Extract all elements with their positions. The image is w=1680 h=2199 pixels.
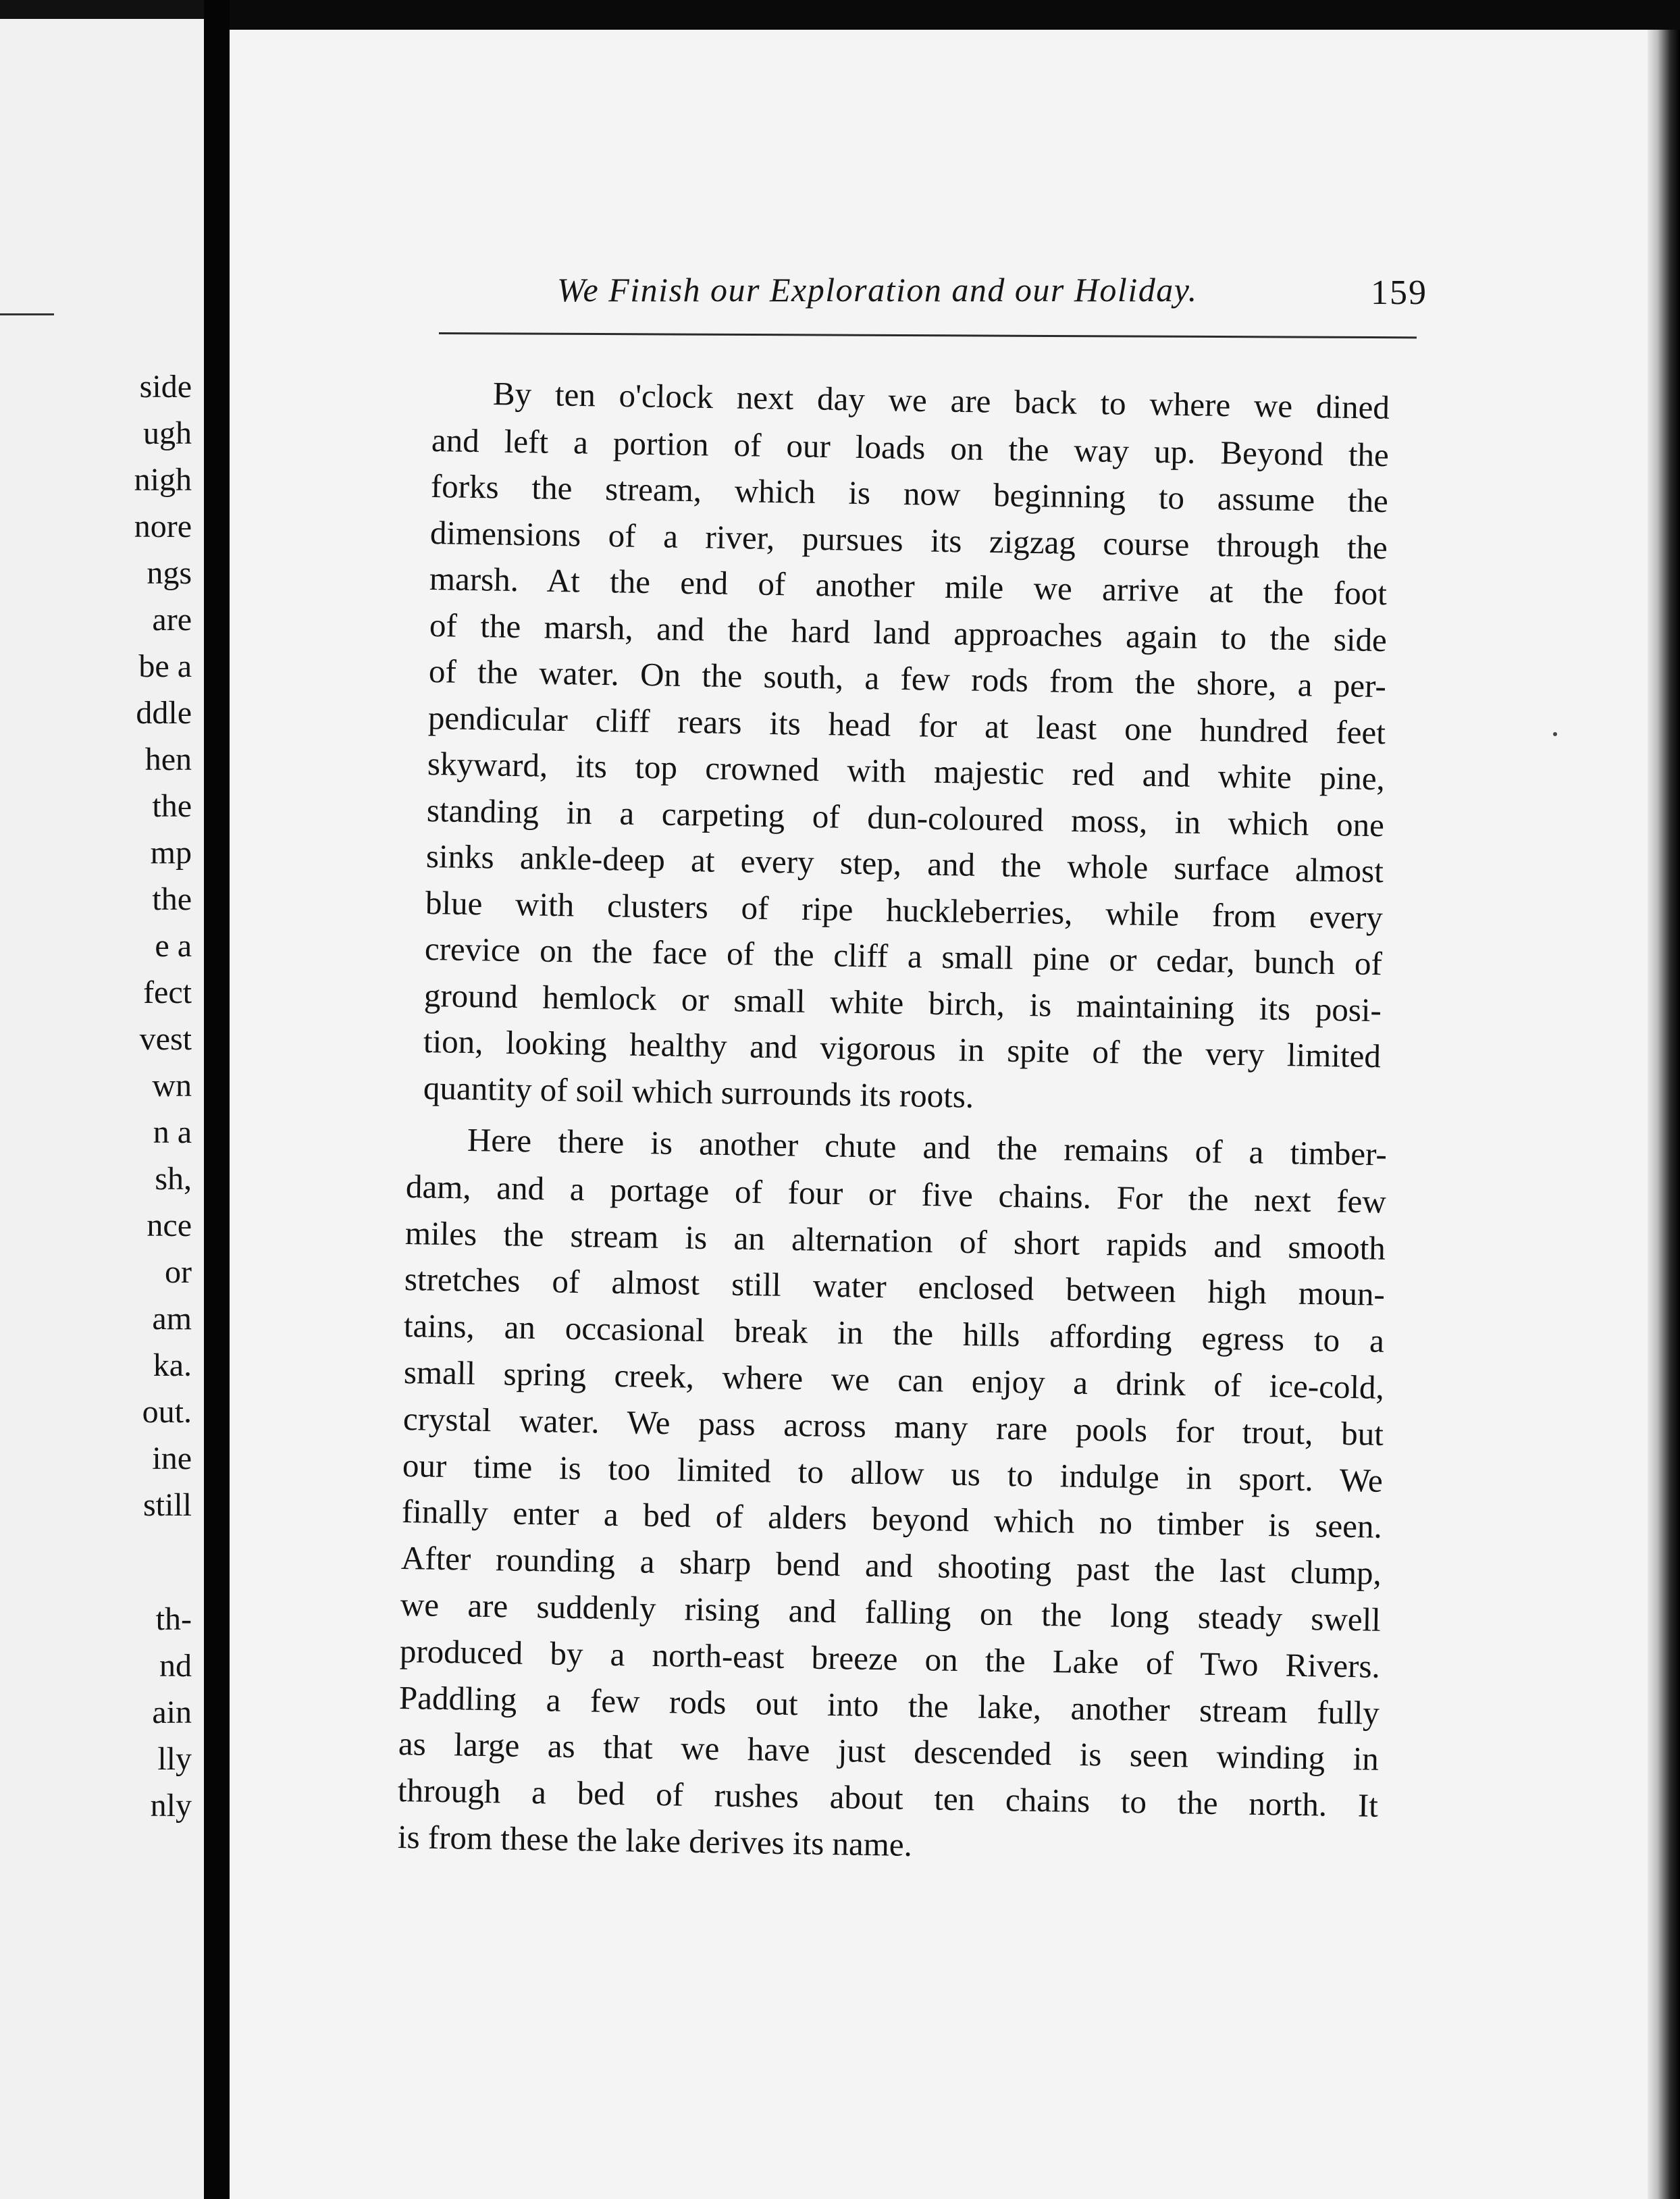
body-line: pendicular cliff rears its head for at least one hundred feet <box>427 698 1386 751</box>
previous-page-line-fragment: am <box>152 1301 192 1337</box>
previous-page-line-fragment: the <box>152 881 192 917</box>
body-line: produced by a north-east breeze on the Lake of Two Rivers. <box>399 1632 1381 1685</box>
body-line: dimensions of a river, pursues its zigzag course through the <box>429 513 1388 566</box>
previous-page-line-fragment: nigh <box>134 462 192 498</box>
previous-page-line-endings <box>134 363 192 1829</box>
previous-page-fragment <box>0 19 204 2199</box>
previous-page-line-fragment: sh, <box>155 1161 192 1197</box>
previous-page-line-fragment: still <box>142 1487 192 1523</box>
previous-page-line-fragment: ine <box>152 1441 192 1476</box>
body-line: quantity of soil which surrounds its roots. <box>423 1068 974 1115</box>
book-page-159 <box>230 30 1661 2199</box>
previous-page-line-fragment: be a <box>138 648 192 684</box>
previous-page-line-fragment: nd <box>159 1648 192 1684</box>
body-line: By ten o'clock next day we are back to where we dined <box>492 375 1390 426</box>
previous-page-line-fragment: or <box>165 1254 192 1290</box>
body-line: ground hemlock or small white birch, is maintaining its posi- <box>423 976 1382 1029</box>
previous-page-head-rule <box>0 313 54 315</box>
previous-page-line-fragment: the <box>152 788 192 824</box>
body-text <box>230 30 1661 2199</box>
previous-page-line-fragment: ddle <box>136 695 192 731</box>
previous-page-line-fragment: lly <box>157 1741 192 1777</box>
body-line: blue with clusters of ripe huckleberries, while from every <box>425 883 1384 936</box>
body-line: crevice on the face of the cliff a small pine or cedar, bunch of <box>424 930 1383 983</box>
body-line: tion, looking healthy and vigorous in spite of the very limited <box>423 1023 1382 1075</box>
body-line: dam, and a portage of four or five chains. For the next few <box>405 1167 1387 1220</box>
previous-page-line-fragment: ain <box>152 1694 192 1730</box>
previous-page-line-fragment: fect <box>143 975 192 1010</box>
body-line: sinks ankle-deep at every step, and the whole surface almost <box>425 837 1384 890</box>
previous-page-line-fragment: out. <box>142 1394 192 1430</box>
body-line: After rounding a sharp bend and shooting past the last clump, <box>400 1539 1382 1592</box>
body-line: standing in a carpeting of dun-coloured moss, in which one <box>426 791 1385 844</box>
body-line: of the water. On the south, a few rods from the shore, a per- <box>428 652 1386 705</box>
previous-page-line-fragment: nly <box>150 1788 192 1823</box>
body-line: crystal water. We pass across many rare pools for trout, but <box>402 1399 1384 1453</box>
previous-page-line-fragment <box>134 1528 192 1596</box>
book-gutter <box>204 0 230 2199</box>
page-edge-shadow <box>1648 30 1680 2199</box>
previous-page-line-fragment: ugh <box>143 415 192 451</box>
body-line: skyward, its top crowned with majestic red and white pine, <box>427 745 1386 798</box>
body-line: finally enter a bed of alders beyond which no timber is seen. <box>401 1493 1383 1546</box>
body-line: through a bed of rushes about ten chains to the north. It <box>397 1771 1379 1824</box>
body-line: stretches of almost still water enclosed between high moun- <box>404 1260 1386 1314</box>
page-number: 159 <box>1371 274 1427 312</box>
previous-page-line-fragment: hen <box>145 742 192 777</box>
previous-page-line-fragment: vest <box>139 1021 192 1057</box>
previous-page-line-fragment: n a <box>153 1114 192 1150</box>
body-line: tains, an occasional break in the hills affording egress to a <box>403 1307 1385 1360</box>
body-line: and left a portion of our loads on the way up. Beyond the <box>431 421 1390 473</box>
body-line: is from these the lake derives its name. <box>397 1818 912 1863</box>
body-line: our time is too limited to allow us to indulge in sport. We <box>402 1446 1383 1499</box>
body-line: Paddling a few rods out into the lake, another stream fully <box>398 1678 1380 1732</box>
previous-page-line-fragment: ngs <box>147 555 192 591</box>
body-line: forks the stream, which is now beginning to assume the <box>430 467 1389 520</box>
body-line: of the marsh, and the hard land approaches again to the side <box>429 606 1387 658</box>
running-head: We Finish our Exploration and our Holiday. <box>557 271 1198 309</box>
scan-speck <box>1553 732 1557 736</box>
previous-page-line-fragment: th- <box>155 1601 192 1637</box>
body-line: we are suddenly rising and falling on the long steady swell <box>400 1586 1382 1638</box>
body-line: as large as that we have just descended is seen winding in <box>398 1725 1380 1778</box>
body-line: small spring creek, where we can enjoy a drink of ice-cold, <box>403 1353 1384 1406</box>
body-line: marsh. At the end of another mile we arrive at the foot <box>429 560 1388 613</box>
scan-top-border <box>230 0 1680 30</box>
previous-page-line-fragment: nce <box>147 1208 192 1243</box>
previous-page-line-fragment: mp <box>150 835 192 871</box>
previous-page-line-fragment: nore <box>134 509 192 544</box>
previous-page-line-fragment: ka. <box>153 1347 192 1383</box>
body-line: miles the stream is an alternation of short rapids and smooth <box>404 1214 1386 1267</box>
body-line: Here there is another chute and the remains of a timber- <box>467 1121 1388 1173</box>
previous-page-line-fragment: wn <box>152 1068 192 1104</box>
previous-page-line-fragment: are <box>152 602 192 638</box>
previous-page-line-fragment: e a <box>155 928 192 964</box>
previous-page-line-fragment: side <box>139 369 192 405</box>
